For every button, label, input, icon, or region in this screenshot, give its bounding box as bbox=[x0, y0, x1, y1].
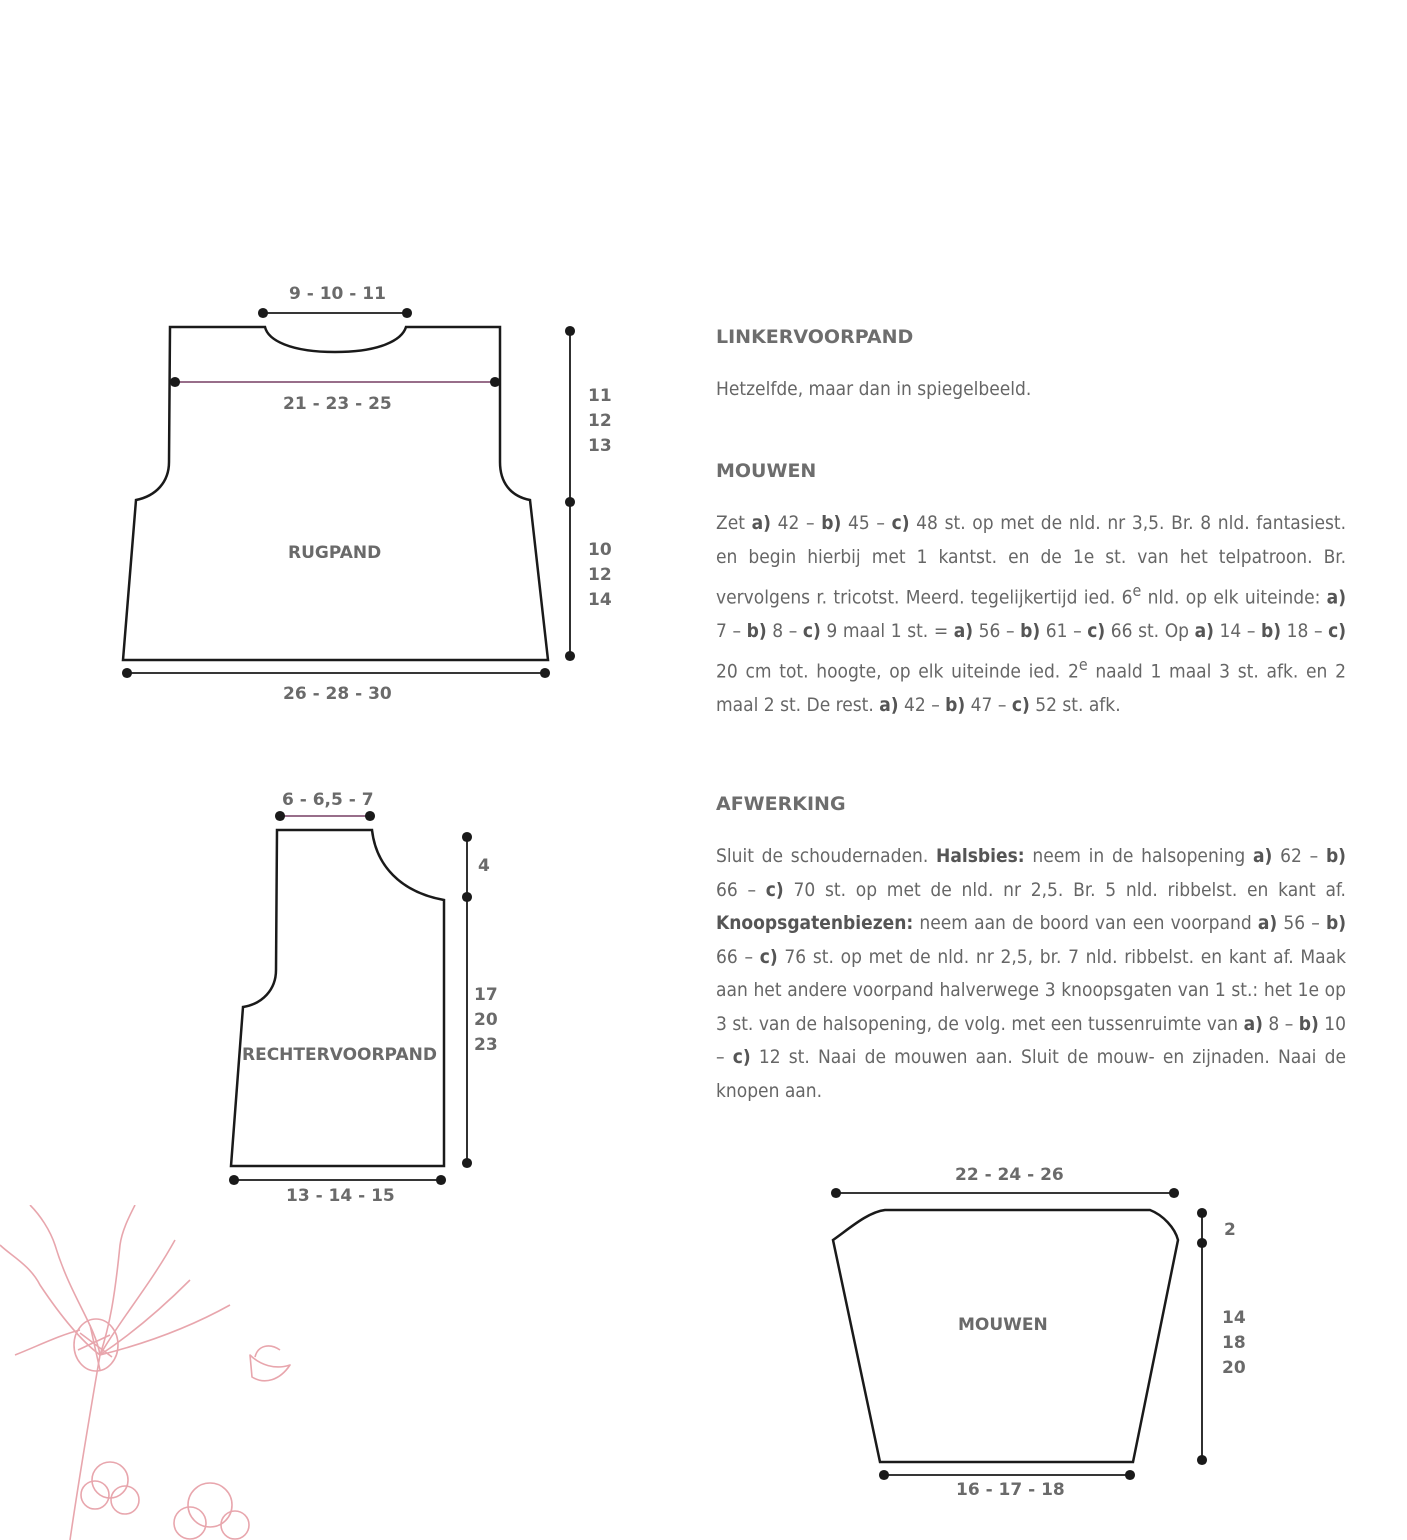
back-chest-width-label: 21 - 23 - 25 bbox=[283, 394, 392, 414]
front-bottom-width-label: 13 - 14 - 15 bbox=[286, 1186, 395, 1206]
sleeves-text: Zet a) 42 – b) 45 – c) 48 st. op met de nld. nr 3,5. Br. 8 nld. fantasiest. en begin hierbij met 1 kantst. en de 1e st. van het telpatroon. Br. vervolgens r. tricotst. Meerd. tegelijkertijd ied. 6e nld. op elk uiteinde: a) 7 – b) 8 – c) 9 maal 1 st. = a) 56 – b) 61 – c) 66 st. Op a) 14 – b) 18 – c) 20 cm tot. hoogte, op elk uiteinde ied. 2e naald 1 maal 3 st. afk. en 2 maal 2 st. De rest. a) 42 – b) 47 – c) 52 st. afk. bbox=[716, 512, 1347, 717]
front-outline bbox=[231, 830, 444, 1166]
sleeve-outline bbox=[833, 1210, 1178, 1462]
sleeve-piece-label: MOUWEN bbox=[958, 1315, 1048, 1335]
front-shoulder-width-label: 6 - 6,5 - 7 bbox=[282, 790, 374, 810]
front-piece-label: RECHTERVOORPAND bbox=[242, 1045, 437, 1065]
front-neck-depth-label: 4 bbox=[478, 856, 490, 876]
sleeve-top-width-label: 22 - 24 - 26 bbox=[955, 1165, 1064, 1185]
left-front-heading: LINKERVOORPAND bbox=[716, 326, 914, 348]
sleeve-bottom-width-label: 16 - 17 - 18 bbox=[956, 1480, 1065, 1500]
back-bottom-width-label: 26 - 28 - 30 bbox=[283, 684, 392, 704]
back-body-height-labels: 10 12 14 bbox=[588, 540, 612, 610]
sleeve-length-labels: 14 18 20 bbox=[1222, 1308, 1246, 1378]
left-front-text: Hetzelfde, maar dan in spiegelbeeld. bbox=[716, 378, 1032, 400]
back-outline bbox=[123, 327, 548, 660]
back-neck-width-label: 9 - 10 - 11 bbox=[289, 284, 386, 304]
finishing-heading: AFWERKING bbox=[716, 793, 846, 815]
back-piece-label: RUGPAND bbox=[288, 543, 382, 563]
back-armhole-height-labels: 11 12 13 bbox=[588, 386, 612, 456]
finishing-text: Sluit de schoudernaden. Halsbies: neem in de halsopening a) 62 – b) 66 – c) 70 st. op met de nld. nr 2,5. Br. 5 nld. ribbelst. en kant af. Knoopsgatenbiezen: neem aan de boord van een voorpand a) 56 – b) 66 – c) 76 st. op met de nld. nr 2,5, br. 7 nld. ribbelst. en kant af. Maak aan het andere voorpand halverwege 3 knoopsgaten van 1 st.: het 1e op 3 st. van de halsopening, de volg. met een tussenruimte van a) 8 – b) 10 – c) 12 st. Naai de mouwen aan. Sluit de mouw- en zijnaden. Naai de knopen aan. bbox=[716, 845, 1347, 1102]
front-body-height-labels: 17 20 23 bbox=[474, 985, 498, 1055]
sleeves-heading: MOUWEN bbox=[716, 460, 817, 482]
sleeve-cap-height-label: 2 bbox=[1224, 1220, 1236, 1240]
